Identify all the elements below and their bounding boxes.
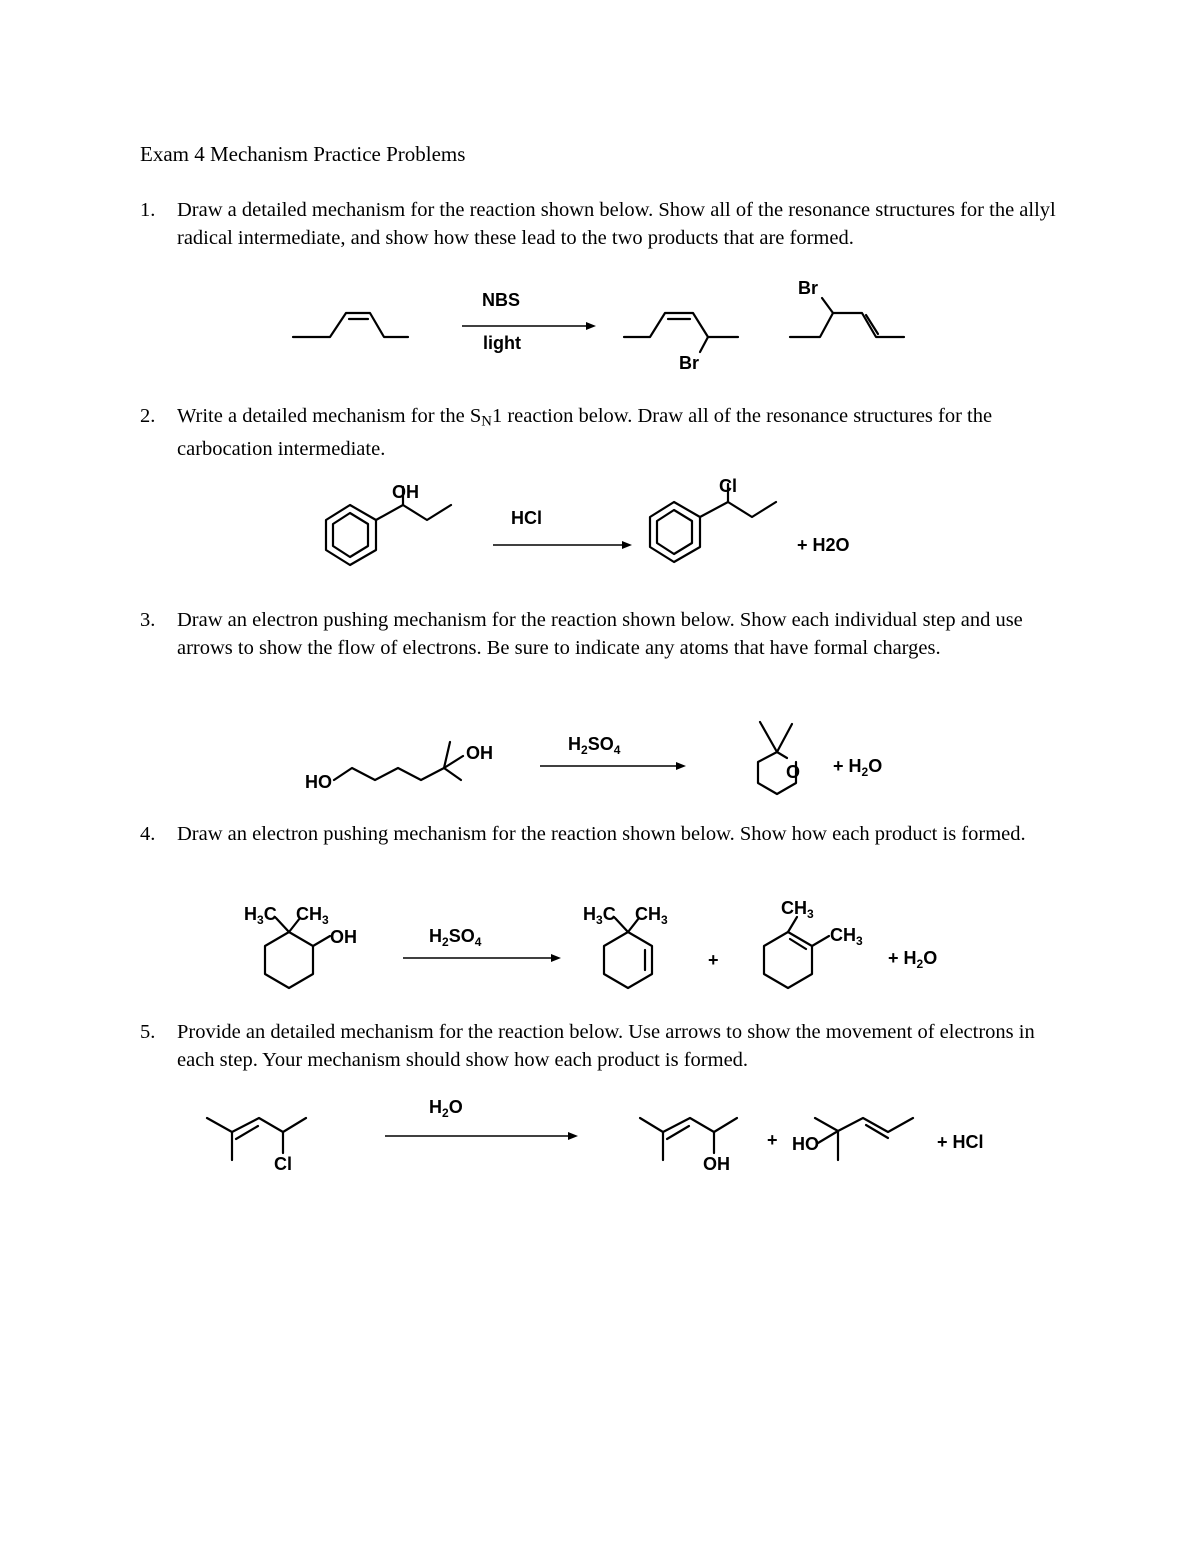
question-3 <box>140 607 1067 662</box>
bromine-label: Br <box>798 278 819 298</box>
reagent-bottom: light <box>483 333 521 353</box>
byproduct-hcl: + HCl <box>937 1132 984 1152</box>
page-title: Exam 4 Mechanism Practice Problems <box>140 142 466 166</box>
c-br-bond <box>822 298 833 313</box>
hydroxyl-label: OH <box>330 927 357 947</box>
methyl-label: $H_3C$ <box>583 904 616 927</box>
reaction-scheme-3 <box>0 700 1200 810</box>
byproduct-water: + $H_2O$ <box>888 948 938 971</box>
chlorine-label: Cl <box>719 476 737 496</box>
question-number: 5. <box>140 1021 156 1043</box>
hydroxyl-label: HO <box>305 772 332 792</box>
reagent-top: HCl <box>511 508 542 528</box>
methyl-bond <box>276 918 289 932</box>
methyl-label: $CH_3$ <box>635 904 668 927</box>
methyl-label: $CH_3$ <box>781 898 814 921</box>
methyl-bond <box>760 722 777 752</box>
hydroxyl-label: OH <box>392 482 419 502</box>
reagent-top: $H_2SO_4$ <box>568 734 621 757</box>
methyl-bond <box>444 768 461 780</box>
arrow-head <box>551 954 561 962</box>
question-text: Write a detailed mechanism for the $S_N1$ reaction below. Draw all of the resonance structures for the carbocation intermediate. <box>177 405 993 461</box>
product-1-skeleton <box>624 313 738 337</box>
ring-to-oxygen-bond <box>777 752 787 758</box>
plus-sign: + <box>767 1130 778 1150</box>
c-oh-bond <box>313 936 330 946</box>
side-chain <box>700 502 776 517</box>
allylic-alcohol-skeleton <box>640 1118 737 1132</box>
byproduct-water: + $H_2O$ <box>833 756 883 779</box>
reaction-scheme-4 <box>0 890 1200 1000</box>
c-br-bond <box>700 337 708 352</box>
hydroxyl-label: OH <box>703 1154 730 1174</box>
reagent-top: NBS <box>482 290 521 310</box>
cyclohexane-ring <box>265 932 313 988</box>
arrow-head <box>622 541 632 549</box>
question-number: 3. <box>140 609 156 631</box>
arrow-head <box>586 322 596 330</box>
reaction-scheme-2 <box>0 470 1200 590</box>
reactant-skeleton <box>293 313 408 337</box>
methyl-label: $CH_3$ <box>830 925 863 948</box>
byproduct-water: + H2O <box>797 535 850 555</box>
question-number: 4. <box>140 823 156 845</box>
plus-sign: + <box>708 950 719 970</box>
diol-chain <box>334 768 444 780</box>
reaction-scheme-5 <box>0 1090 1200 1190</box>
product-2-skeleton <box>790 313 904 337</box>
reagent-top: $H_2SO_4$ <box>429 926 482 949</box>
methyl-bond <box>788 917 797 932</box>
question-number: 2. <box>140 405 156 427</box>
c-oh-bond <box>818 1131 838 1143</box>
methyl-bond <box>615 918 628 932</box>
side-chain <box>376 505 451 520</box>
question-text: Provide an detailed mechanism for the reaction below. Use arrows to show the movement of electrons in each step. Your mechanism should show how each product is formed. <box>177 1021 1035 1071</box>
reagent-top: $H_2O$ <box>429 1097 463 1120</box>
question-number: 1. <box>140 199 156 221</box>
methyl-bond <box>812 936 829 946</box>
bromine-label: Br <box>679 353 700 373</box>
ring-oxygen-label: O <box>786 762 801 782</box>
benzene-inner-ring <box>333 513 368 557</box>
question-text: Draw a detailed mechanism for the reaction shown below. Show all of the resonance structures for the allyl radical intermediate, and show how these lead to the two products that are formed. <box>177 199 1056 249</box>
chlorine-label: Cl <box>274 1154 292 1174</box>
hydroxyl-label: OH <box>466 743 493 763</box>
question-4 <box>140 821 1067 849</box>
methyl-label: $H_3C$ <box>244 904 277 927</box>
arrow-head <box>676 762 686 770</box>
question-5 <box>140 1019 1067 1074</box>
methyl-label: $CH_3$ <box>296 904 329 927</box>
allylic-chloride-skeleton <box>207 1118 306 1132</box>
benzene-inner-ring <box>657 510 692 554</box>
cyclohexene-ring <box>764 932 812 988</box>
arrow-head <box>568 1132 578 1140</box>
question-2 <box>140 403 1067 464</box>
question-1 <box>140 197 1067 252</box>
methyl-bond <box>777 724 792 752</box>
reaction-scheme-1 <box>0 270 1200 380</box>
question-text: Draw an electron pushing mechanism for the reaction shown below. Show each individual step and use arrows to show the flow of electrons. Be sure to indicate any atoms that have formal charges. <box>177 609 1023 659</box>
tertiary-alcohol-skeleton <box>815 1118 913 1132</box>
hydroxyl-label: HO <box>792 1134 819 1154</box>
question-text: Draw an electron pushing mechanism for the reaction shown below. Show how each product is formed. <box>177 823 1026 845</box>
